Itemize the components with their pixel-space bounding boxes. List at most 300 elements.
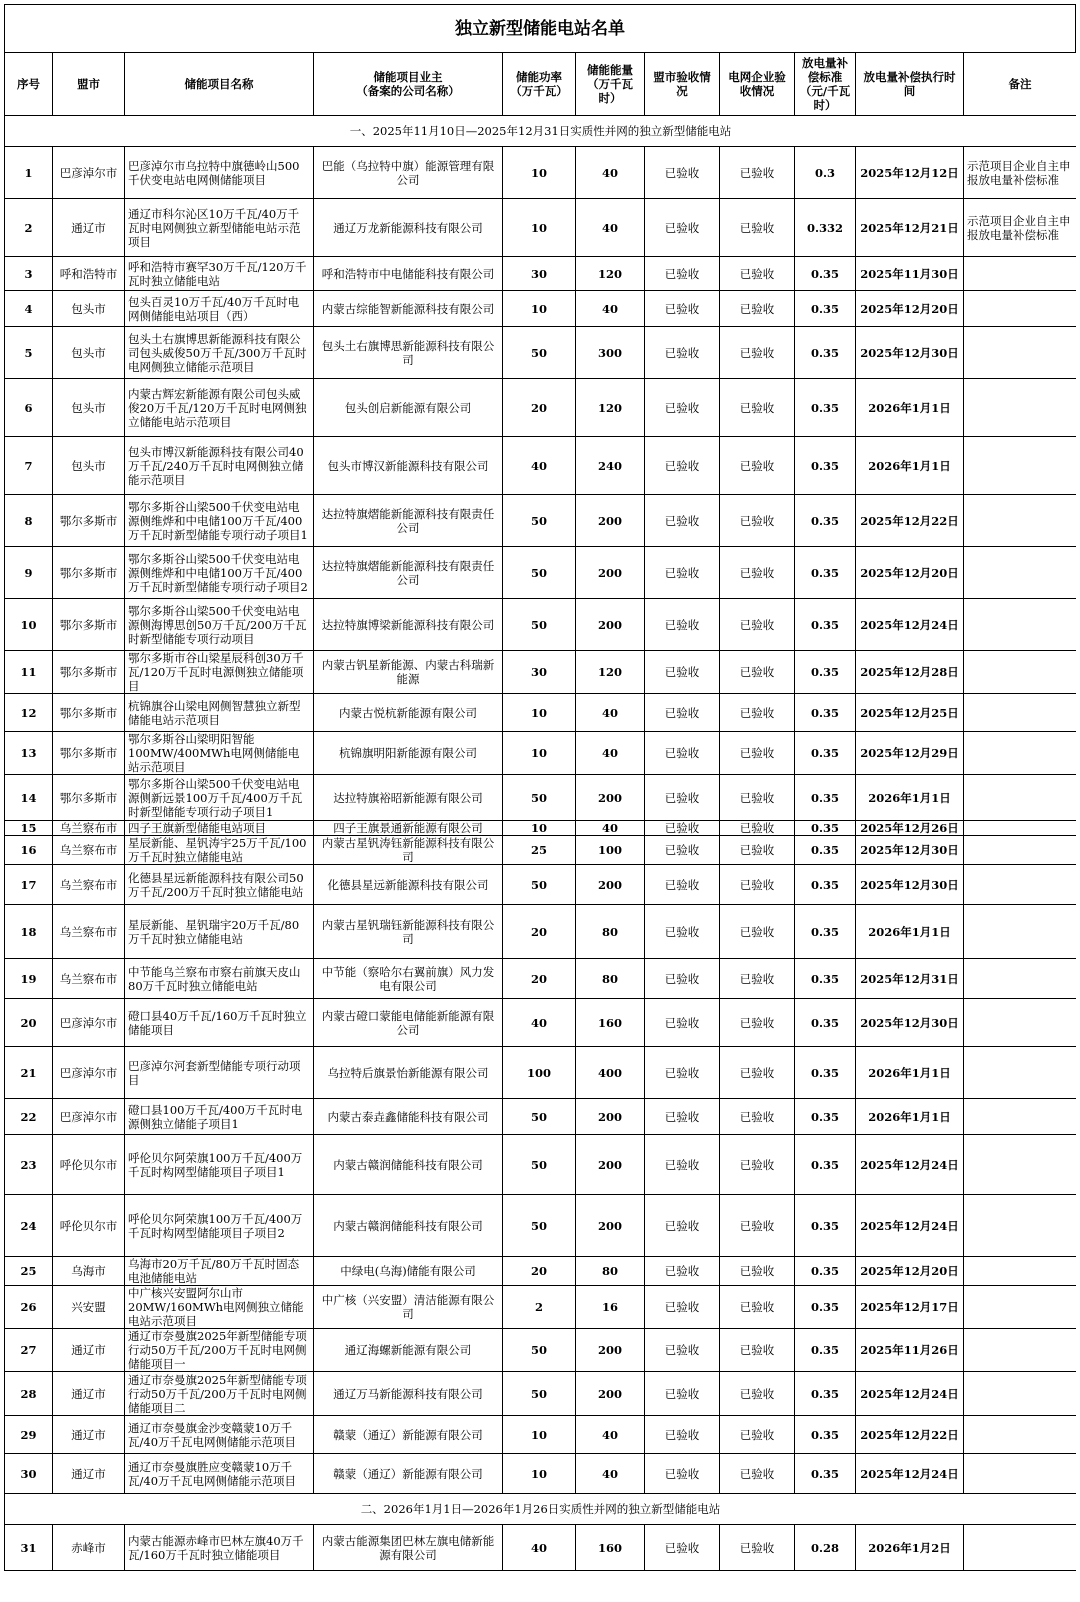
cell-energy: 40 [576, 732, 645, 775]
cell-name: 通辽市奈曼旗2025年新型储能专项行动50万千瓦/200万千瓦时电网侧储能项目二 [125, 1372, 314, 1416]
cell-energy: 200 [576, 1195, 645, 1257]
cell-city: 兴安盟 [53, 1286, 125, 1329]
cell-city-acc: 已验收 [645, 599, 720, 651]
cell-name: 磴口县40万千瓦/160万千瓦时独立储能项目 [125, 999, 314, 1047]
section-label: 二、2026年1月1日—2026年1月26日实质性并网的独立新型储能电站 [5, 1494, 1077, 1525]
cell-power: 20 [503, 959, 576, 999]
cell-power: 40 [503, 1525, 576, 1571]
cell-grid-acc: 已验收 [720, 1525, 795, 1571]
cell-date: 2025年12月30日 [856, 327, 964, 379]
cell-note [964, 495, 1077, 547]
cell-note [964, 905, 1077, 959]
cell-note [964, 291, 1077, 327]
cell-no: 18 [5, 905, 53, 959]
cell-no: 13 [5, 732, 53, 775]
cell-name: 鄂尔多斯谷山梁500千伏变电站电源侧维烨和中电储100万千瓦/400万千瓦时新型储能专项行动子项目1 [125, 495, 314, 547]
column-header: 放电量补偿执行时 间 [856, 53, 964, 116]
cell-city-acc: 已验收 [645, 1099, 720, 1135]
table-row [5, 291, 1077, 327]
cell-note [964, 999, 1077, 1047]
cell-grid-acc: 已验收 [720, 1195, 795, 1257]
cell-owner: 达拉特旗裕昭新能源有限公司 [314, 775, 503, 821]
cell-date: 2026年1月1日 [856, 437, 964, 495]
table-row [5, 651, 1077, 694]
cell-city: 通辽市 [53, 1416, 125, 1454]
cell-name: 鄂尔多斯谷山梁500千伏变电站电源侧海博思创50万千瓦/200万千瓦时新型储能专项行动项目 [125, 599, 314, 651]
cell-power: 50 [503, 599, 576, 651]
cell-power: 10 [503, 1416, 576, 1454]
cell-grid-acc: 已验收 [720, 379, 795, 437]
cell-no: 3 [5, 257, 53, 291]
cell-date: 2025年12月20日 [856, 1257, 964, 1286]
cell-owner: 赣蒙（通辽）新能源有限公司 [314, 1454, 503, 1494]
table-row [5, 1454, 1077, 1494]
cell-date: 2025年12月21日 [856, 199, 964, 257]
cell-no: 19 [5, 959, 53, 999]
cell-grid-acc: 已验收 [720, 1099, 795, 1135]
cell-owner: 包头市博汉新能源科技有限公司 [314, 437, 503, 495]
cell-rate: 0.35 [795, 379, 856, 437]
cell-power: 50 [503, 1135, 576, 1195]
cell-city: 通辽市 [53, 1329, 125, 1372]
cell-grid-acc: 已验收 [720, 599, 795, 651]
cell-date: 2025年12月31日 [856, 959, 964, 999]
cell-note [964, 775, 1077, 821]
cell-energy: 100 [576, 836, 645, 865]
cell-grid-acc: 已验收 [720, 836, 795, 865]
cell-energy: 40 [576, 694, 645, 732]
cell-energy: 200 [576, 865, 645, 905]
cell-name: 鄂尔多斯谷山梁500千伏变电站电源侧新远景100万千瓦/400万千瓦时新型储能专项行动子项目1 [125, 775, 314, 821]
cell-name: 包头市博汉新能源科技有限公司40万千瓦/240万千瓦时电网侧独立储能示范项目 [125, 437, 314, 495]
cell-grid-acc: 已验收 [720, 959, 795, 999]
cell-owner: 通辽万马新能源科技有限公司 [314, 1372, 503, 1416]
cell-note [964, 959, 1077, 999]
cell-energy: 80 [576, 905, 645, 959]
cell-city: 乌兰察布市 [53, 836, 125, 865]
cell-power: 40 [503, 999, 576, 1047]
column-header: 电网企业验 收情况 [720, 53, 795, 116]
cell-note [964, 1099, 1077, 1135]
cell-energy: 16 [576, 1286, 645, 1329]
cell-energy: 160 [576, 1525, 645, 1571]
cell-city: 呼伦贝尔市 [53, 1135, 125, 1195]
cell-rate: 0.35 [795, 1454, 856, 1494]
cell-no: 31 [5, 1525, 53, 1571]
cell-energy: 200 [576, 599, 645, 651]
cell-grid-acc: 已验收 [720, 775, 795, 821]
cell-owner: 内蒙古能源集团巴林左旗电储新能源有限公司 [314, 1525, 503, 1571]
cell-power: 10 [503, 732, 576, 775]
cell-owner: 四子王旗景通新能源有限公司 [314, 821, 503, 836]
cell-owner: 内蒙古星钒涛钰新能源科技有限公司 [314, 836, 503, 865]
table-row [5, 379, 1077, 437]
cell-name: 呼伦贝尔阿荣旗100万千瓦/400万千瓦时构网型储能项目子项目2 [125, 1195, 314, 1257]
cell-note [964, 1047, 1077, 1099]
cell-no: 23 [5, 1135, 53, 1195]
cell-note: 示范项目企业自主申报放电量补偿标准 [964, 147, 1077, 199]
cell-city-acc: 已验收 [645, 1047, 720, 1099]
cell-no: 15 [5, 821, 53, 836]
cell-city: 巴彦淖尔市 [53, 1099, 125, 1135]
cell-city-acc: 已验收 [645, 1372, 720, 1416]
cell-city-acc: 已验收 [645, 1195, 720, 1257]
cell-rate: 0.35 [795, 959, 856, 999]
cell-city: 巴彦淖尔市 [53, 999, 125, 1047]
cell-city-acc: 已验收 [645, 147, 720, 199]
cell-power: 10 [503, 694, 576, 732]
table-row [5, 1135, 1077, 1195]
cell-grid-acc: 已验收 [720, 865, 795, 905]
cell-city: 包头市 [53, 379, 125, 437]
cell-grid-acc: 已验收 [720, 1416, 795, 1454]
cell-grid-acc: 已验收 [720, 651, 795, 694]
cell-city: 乌兰察布市 [53, 821, 125, 836]
cell-date: 2025年12月22日 [856, 1416, 964, 1454]
cell-power: 50 [503, 1329, 576, 1372]
cell-rate: 0.35 [795, 1286, 856, 1329]
cell-date: 2025年12月12日 [856, 147, 964, 199]
cell-city-acc: 已验收 [645, 865, 720, 905]
cell-power: 50 [503, 1372, 576, 1416]
cell-date: 2026年1月1日 [856, 905, 964, 959]
cell-grid-acc: 已验收 [720, 495, 795, 547]
cell-city-acc: 已验收 [645, 257, 720, 291]
cell-power: 100 [503, 1047, 576, 1099]
cell-grid-acc: 已验收 [720, 199, 795, 257]
cell-note [964, 1372, 1077, 1416]
table-row [5, 199, 1077, 257]
cell-no: 12 [5, 694, 53, 732]
cell-date: 2025年12月24日 [856, 1454, 964, 1494]
cell-owner: 内蒙古赣润储能科技有限公司 [314, 1135, 503, 1195]
cell-name: 星辰新能、星钒瑞宇20万千瓦/80万千瓦时独立储能电站 [125, 905, 314, 959]
section-row [5, 1494, 1077, 1525]
cell-city-acc: 已验收 [645, 437, 720, 495]
cell-city-acc: 已验收 [645, 495, 720, 547]
cell-date: 2026年1月1日 [856, 1099, 964, 1135]
cell-power: 50 [503, 775, 576, 821]
cell-city-acc: 已验收 [645, 1286, 720, 1329]
cell-no: 28 [5, 1372, 53, 1416]
cell-rate: 0.35 [795, 437, 856, 495]
cell-rate: 0.35 [795, 1329, 856, 1372]
cell-power: 20 [503, 1257, 576, 1286]
cell-name: 呼和浩特市赛罕30万千瓦/120万千瓦时独立储能电站 [125, 257, 314, 291]
cell-energy: 40 [576, 821, 645, 836]
cell-grid-acc: 已验收 [720, 1257, 795, 1286]
cell-power: 30 [503, 651, 576, 694]
cell-grid-acc: 已验收 [720, 1372, 795, 1416]
cell-grid-acc: 已验收 [720, 1135, 795, 1195]
cell-name: 内蒙古辉宏新能源有限公司包头威俊20万千瓦/120万千瓦时电网侧独立储能电站示范项目 [125, 379, 314, 437]
cell-owner: 内蒙古星钒瑞钰新能源科技有限公司 [314, 905, 503, 959]
cell-no: 11 [5, 651, 53, 694]
cell-owner: 杭锦旗明阳新能源有限公司 [314, 732, 503, 775]
cell-grid-acc: 已验收 [720, 1286, 795, 1329]
cell-note [964, 257, 1077, 291]
cell-owner: 包头土右旗博思新能源科技有限公司 [314, 327, 503, 379]
cell-city-acc: 已验收 [645, 1135, 720, 1195]
column-header: 储能能量 （万千瓦 时） [576, 53, 645, 116]
cell-owner: 内蒙古泰垚鑫储能科技有限公司 [314, 1099, 503, 1135]
cell-power: 50 [503, 865, 576, 905]
cell-city-acc: 已验收 [645, 379, 720, 437]
cell-energy: 200 [576, 547, 645, 599]
cell-rate: 0.35 [795, 694, 856, 732]
cell-owner: 达拉特旗博梁新能源科技有限公司 [314, 599, 503, 651]
table-row [5, 437, 1077, 495]
cell-city: 乌兰察布市 [53, 959, 125, 999]
cell-city: 呼伦贝尔市 [53, 1195, 125, 1257]
cell-city-acc: 已验收 [645, 694, 720, 732]
cell-city: 鄂尔多斯市 [53, 775, 125, 821]
header-row [5, 53, 1077, 116]
cell-no: 5 [5, 327, 53, 379]
table-row [5, 775, 1077, 821]
cell-city-acc: 已验收 [645, 199, 720, 257]
cell-owner: 中节能（察哈尔右翼前旗）风力发电有限公司 [314, 959, 503, 999]
cell-grid-acc: 已验收 [720, 547, 795, 599]
cell-energy: 160 [576, 999, 645, 1047]
cell-rate: 0.35 [795, 1372, 856, 1416]
cell-rate: 0.35 [795, 651, 856, 694]
cell-energy: 40 [576, 1416, 645, 1454]
cell-grid-acc: 已验收 [720, 821, 795, 836]
cell-owner: 内蒙古赣润储能科技有限公司 [314, 1195, 503, 1257]
cell-no: 25 [5, 1257, 53, 1286]
cell-city-acc: 已验收 [645, 821, 720, 836]
cell-no: 21 [5, 1047, 53, 1099]
cell-grid-acc: 已验收 [720, 999, 795, 1047]
cell-owner: 通辽海螺新能源有限公司 [314, 1329, 503, 1372]
cell-owner: 化德县星远新能源科技有限公司 [314, 865, 503, 905]
cell-name: 鄂尔多斯谷山梁500千伏变电站电源侧维烨和中电储100万千瓦/400万千瓦时新型储能专项行动子项目2 [125, 547, 314, 599]
cell-city-acc: 已验收 [645, 1525, 720, 1571]
cell-name: 内蒙古能源赤峰市巴林左旗40万千瓦/160万千瓦时独立储能项目 [125, 1525, 314, 1571]
cell-no: 24 [5, 1195, 53, 1257]
cell-note [964, 1195, 1077, 1257]
cell-power: 20 [503, 905, 576, 959]
table-row [5, 999, 1077, 1047]
cell-energy: 400 [576, 1047, 645, 1099]
cell-note [964, 1454, 1077, 1494]
cell-no: 9 [5, 547, 53, 599]
cell-grid-acc: 已验收 [720, 1047, 795, 1099]
cell-no: 7 [5, 437, 53, 495]
cell-name: 包头土右旗博思新能源科技有限公司包头威俊50万千瓦/300万千瓦时电网侧独立储能示范项目 [125, 327, 314, 379]
cell-note [964, 1135, 1077, 1195]
cell-note [964, 437, 1077, 495]
cell-rate: 0.35 [795, 1195, 856, 1257]
cell-grid-acc: 已验收 [720, 732, 795, 775]
cell-no: 22 [5, 1099, 53, 1135]
cell-rate: 0.35 [795, 905, 856, 959]
cell-power: 25 [503, 836, 576, 865]
cell-note [964, 651, 1077, 694]
cell-power: 50 [503, 327, 576, 379]
cell-power: 2 [503, 1286, 576, 1329]
cell-note [964, 821, 1077, 836]
cell-grid-acc: 已验收 [720, 147, 795, 199]
column-header: 备注 [964, 53, 1077, 116]
cell-rate: 0.3 [795, 147, 856, 199]
table-row [5, 495, 1077, 547]
cell-note [964, 379, 1077, 437]
cell-name: 四子王旗新型储能电站项目 [125, 821, 314, 836]
cell-name: 巴彦淖尔市乌拉特中旗德岭山500千伏变电站电网侧储能项目 [125, 147, 314, 199]
cell-rate: 0.35 [795, 999, 856, 1047]
cell-grid-acc: 已验收 [720, 437, 795, 495]
cell-rate: 0.35 [795, 1099, 856, 1135]
cell-energy: 40 [576, 1454, 645, 1494]
document-sheet [4, 4, 1076, 1600]
table-row [5, 599, 1077, 651]
document-title: 独立新型储能电站名单 [4, 4, 1076, 52]
cell-name: 杭锦旗谷山梁电网侧智慧独立新型储能电站示范项目 [125, 694, 314, 732]
cell-power: 50 [503, 1099, 576, 1135]
cell-owner: 赣蒙（通辽）新能源有限公司 [314, 1416, 503, 1454]
cell-name: 包头百灵10万千瓦/40万千瓦时电网侧储能电站项目（西） [125, 291, 314, 327]
cell-name: 呼伦贝尔阿荣旗100万千瓦/400万千瓦时构网型储能项目子项目1 [125, 1135, 314, 1195]
cell-note [964, 1286, 1077, 1329]
cell-city: 乌海市 [53, 1257, 125, 1286]
cell-owner: 中绿电(乌海)储能有限公司 [314, 1257, 503, 1286]
cell-owner: 巴能（乌拉特中旗）能源管理有限公司 [314, 147, 503, 199]
cell-rate: 0.28 [795, 1525, 856, 1571]
cell-owner: 达拉特旗熠能新能源科技有限责任公司 [314, 495, 503, 547]
column-header: 盟市验收情 况 [645, 53, 720, 116]
cell-rate: 0.35 [795, 257, 856, 291]
cell-note [964, 865, 1077, 905]
cell-name: 巴彦淖尔河套新型储能专项行动项目 [125, 1047, 314, 1099]
cell-date: 2025年12月29日 [856, 732, 964, 775]
cell-city: 鄂尔多斯市 [53, 694, 125, 732]
table-row [5, 836, 1077, 865]
cell-date: 2025年12月30日 [856, 865, 964, 905]
cell-owner: 内蒙古磴口蒙能电储能新能源有限公司 [314, 999, 503, 1047]
cell-energy: 40 [576, 291, 645, 327]
cell-city: 包头市 [53, 291, 125, 327]
cell-energy: 80 [576, 959, 645, 999]
cell-no: 16 [5, 836, 53, 865]
table-row [5, 821, 1077, 836]
cell-rate: 0.35 [795, 821, 856, 836]
cell-no: 29 [5, 1416, 53, 1454]
column-header: 储能项目业主 （备案的公司名称） [314, 53, 503, 116]
cell-date: 2025年12月30日 [856, 836, 964, 865]
cell-date: 2025年11月26日 [856, 1329, 964, 1372]
cell-name: 磴口县100万千瓦/400万千瓦时电源侧独立储能子项目1 [125, 1099, 314, 1135]
station-table [4, 52, 1076, 1571]
cell-city: 鄂尔多斯市 [53, 547, 125, 599]
cell-energy: 200 [576, 1135, 645, 1195]
cell-city-acc: 已验收 [645, 547, 720, 599]
table-row [5, 1286, 1077, 1329]
cell-date: 2025年12月24日 [856, 1195, 964, 1257]
cell-city-acc: 已验收 [645, 1257, 720, 1286]
cell-city-acc: 已验收 [645, 905, 720, 959]
cell-power: 10 [503, 291, 576, 327]
cell-name: 乌海市20万千瓦/80万千瓦时固态电池储能电站 [125, 1257, 314, 1286]
cell-note [964, 599, 1077, 651]
table-row [5, 1099, 1077, 1135]
cell-date: 2025年12月26日 [856, 821, 964, 836]
cell-city-acc: 已验收 [645, 291, 720, 327]
cell-power: 30 [503, 257, 576, 291]
cell-power: 50 [503, 1195, 576, 1257]
column-header: 储能功率 （万千瓦） [503, 53, 576, 116]
cell-date: 2025年12月25日 [856, 694, 964, 732]
cell-no: 20 [5, 999, 53, 1047]
cell-owner: 通辽万龙新能源科技有限公司 [314, 199, 503, 257]
cell-rate: 0.35 [795, 495, 856, 547]
cell-power: 50 [503, 547, 576, 599]
cell-grid-acc: 已验收 [720, 327, 795, 379]
table-row [5, 257, 1077, 291]
cell-grid-acc: 已验收 [720, 905, 795, 959]
table-row [5, 1257, 1077, 1286]
cell-note [964, 732, 1077, 775]
cell-energy: 300 [576, 327, 645, 379]
cell-rate: 0.35 [795, 599, 856, 651]
cell-city-acc: 已验收 [645, 1454, 720, 1494]
cell-date: 2026年1月1日 [856, 1047, 964, 1099]
table-row [5, 1525, 1077, 1571]
cell-energy: 120 [576, 257, 645, 291]
cell-city: 包头市 [53, 327, 125, 379]
cell-rate: 0.35 [795, 732, 856, 775]
table-row [5, 1372, 1077, 1416]
cell-city: 乌兰察布市 [53, 905, 125, 959]
cell-owner: 内蒙古综能智新能源科技有限公司 [314, 291, 503, 327]
cell-city: 鄂尔多斯市 [53, 495, 125, 547]
cell-grid-acc: 已验收 [720, 1454, 795, 1494]
cell-name: 鄂尔多斯谷山梁明阳智能100MW/400MWh电网侧储能电站示范项目 [125, 732, 314, 775]
cell-name: 通辽市奈曼旗2025年新型储能专项行动50万千瓦/200万千瓦时电网侧储能项目一 [125, 1329, 314, 1372]
cell-note [964, 836, 1077, 865]
cell-owner: 内蒙古钒星新能源、内蒙古科瑞新能源 [314, 651, 503, 694]
table-body [5, 116, 1077, 1571]
cell-power: 10 [503, 199, 576, 257]
cell-energy: 40 [576, 199, 645, 257]
cell-note [964, 1416, 1077, 1454]
cell-city: 乌兰察布市 [53, 865, 125, 905]
cell-no: 17 [5, 865, 53, 905]
cell-energy: 200 [576, 1372, 645, 1416]
cell-city: 呼和浩特市 [53, 257, 125, 291]
cell-power: 50 [503, 495, 576, 547]
cell-date: 2025年12月28日 [856, 651, 964, 694]
cell-rate: 0.35 [795, 865, 856, 905]
cell-energy: 240 [576, 437, 645, 495]
cell-rate: 0.35 [795, 1257, 856, 1286]
cell-date: 2025年12月24日 [856, 599, 964, 651]
cell-city-acc: 已验收 [645, 1329, 720, 1372]
table-header [5, 53, 1077, 116]
cell-city: 巴彦淖尔市 [53, 1047, 125, 1099]
cell-no: 27 [5, 1329, 53, 1372]
table-row [5, 1416, 1077, 1454]
cell-city-acc: 已验收 [645, 836, 720, 865]
table-row [5, 547, 1077, 599]
table-row [5, 1329, 1077, 1372]
cell-energy: 40 [576, 147, 645, 199]
cell-name: 通辽市奈曼旗胜应变赣蒙10万千瓦/40万千瓦电网侧储能示范项目 [125, 1454, 314, 1494]
cell-rate: 0.35 [795, 1047, 856, 1099]
cell-rate: 0.35 [795, 547, 856, 599]
cell-date: 2025年12月30日 [856, 999, 964, 1047]
